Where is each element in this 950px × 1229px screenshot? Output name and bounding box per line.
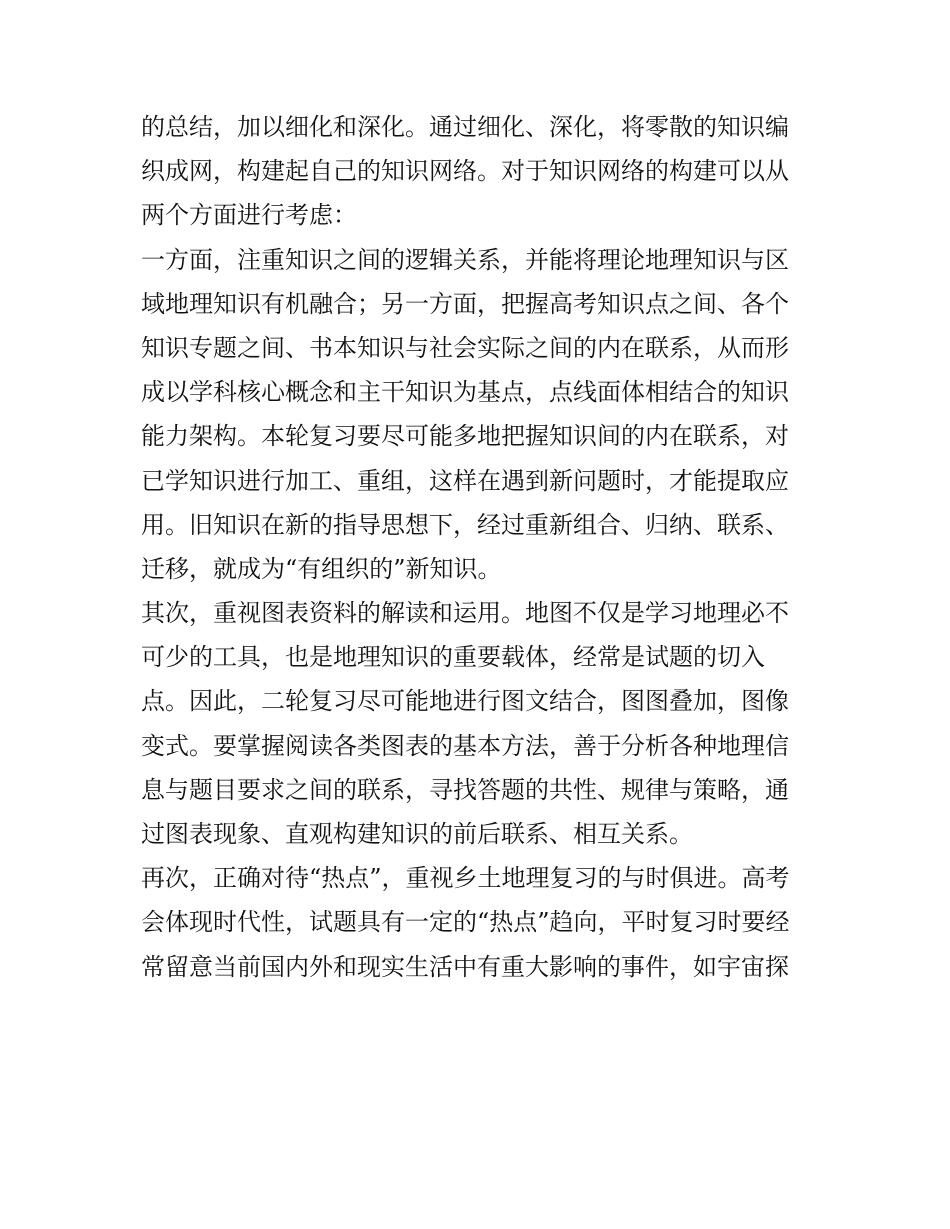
text-line: 知识专题之间、书本知识与社会实际之间的内在联系，从而形 bbox=[141, 333, 789, 362]
text-line: 迁移，就成为“有组织的”新知识。 bbox=[141, 554, 502, 583]
text-line: 常留意当前国内外和现实生活中有重大影响的事件，如宇宙探 bbox=[141, 952, 789, 981]
text-line: 可少的工具，也是地理知识的重要载体，经常是试题的切入 bbox=[141, 643, 765, 672]
text-line: 息与题目要求之间的联系，寻找答题的共性、规律与策略，通 bbox=[141, 775, 789, 804]
text-line: 其次，重视图表资料的解读和运用。地图不仅是学习地理必不 bbox=[141, 599, 789, 628]
text-line: 会体现时代性，试题具有一定的“热点”趋向，平时复习时要经 bbox=[141, 908, 790, 937]
text-line: 两个方面进行考虑： bbox=[141, 201, 357, 230]
text-line: 已学知识进行加工、重组，这样在遇到新问题时，才能提取应 bbox=[141, 466, 789, 495]
text-line: 域地理知识有机融合；另一方面，把握高考知识点之间、各个 bbox=[141, 289, 789, 318]
body-text bbox=[141, 105, 821, 989]
text-line: 变式。要掌握阅读各类图表的基本方法，善于分析各种地理信 bbox=[141, 731, 789, 760]
text-line: 织成网，构建起自己的知识网络。对于知识网络的构建可以从 bbox=[141, 157, 789, 186]
text-line: 的总结，加以细化和深化。通过细化、深化，将零散的知识编 bbox=[141, 113, 789, 141]
text-line: 能力架构。本轮复习要尽可能多地把握知识间的内在联系，对 bbox=[141, 422, 789, 451]
text-line: 点。因此，二轮复习尽可能地进行图文结合，图图叠加，图像 bbox=[141, 687, 789, 716]
text-line: 再次，正确对待“热点”，重视乡土地理复习的与时俱进。高考 bbox=[141, 864, 790, 893]
text-line: 一方面，注重知识之间的逻辑关系，并能将理论地理知识与区 bbox=[141, 245, 789, 274]
text-line: 用。旧知识在新的指导思想下，经过重新组合、归纳、联系、 bbox=[141, 510, 789, 539]
text-line: 成以学科核心概念和主干知识为基点，点线面体相结合的知识 bbox=[141, 378, 789, 407]
text-line: 过图表现象、直观构建知识的前后联系、相互关系。 bbox=[141, 820, 693, 848]
